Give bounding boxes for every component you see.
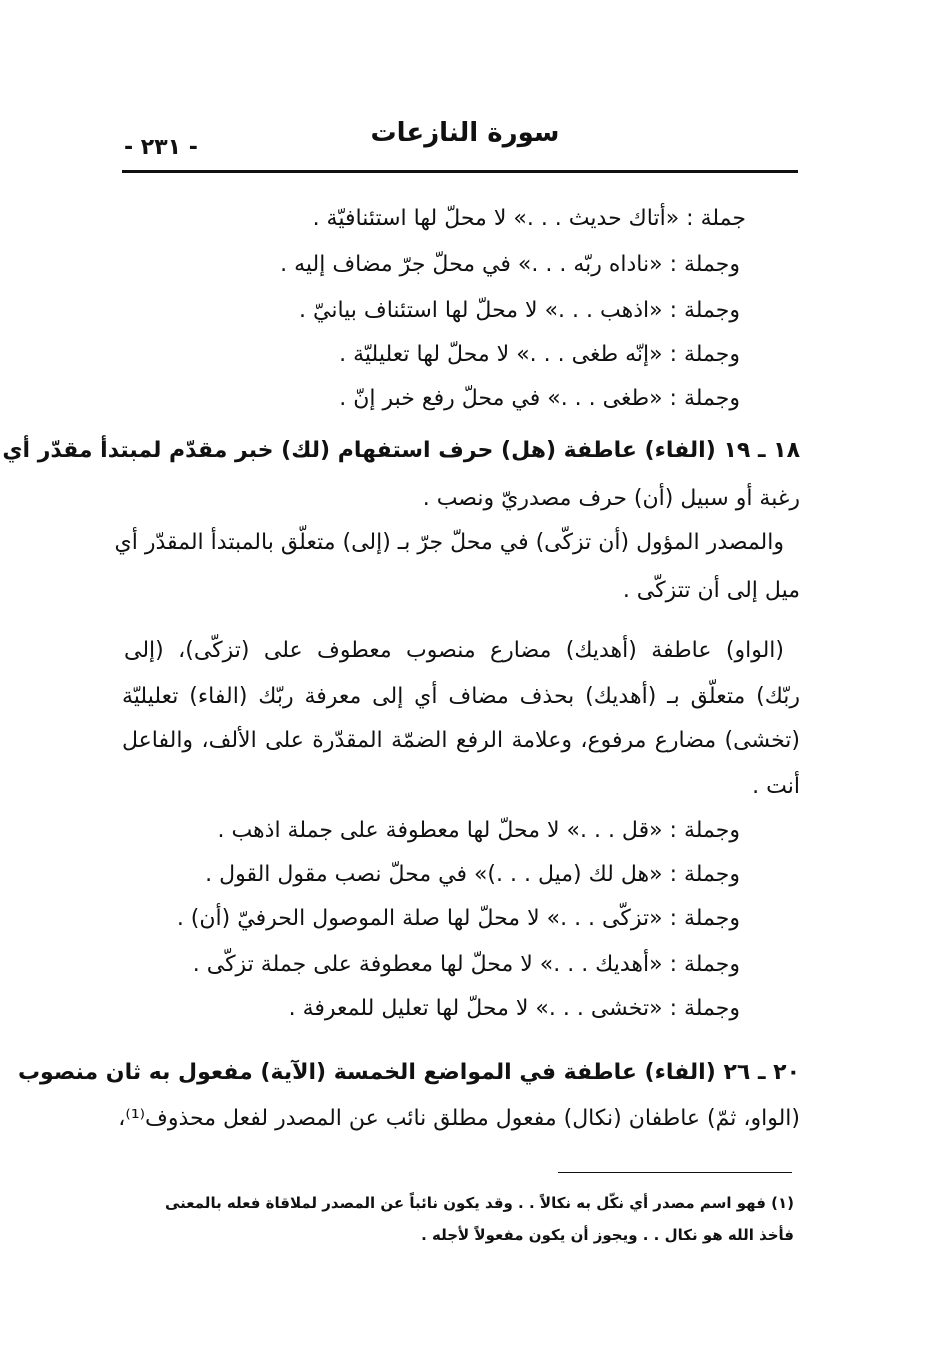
page-number: - ٢٣١ - [124,135,198,160]
text-line: وجملة : «أهديك . . .» لا محلّ لها معطوفة على جملة تزكّى . [192,952,740,977]
header-rule [122,170,798,173]
text-line: وجملة : «ناداه ربّه . . .» في محلّ جرّ مضاف إليه . [280,252,740,277]
text-line: وجملة : «طغى . . .» في محلّ رفع خبر إنّ . [339,386,740,411]
text-line: والمصدر المؤول (أن تزكّى) في محلّ جرّ بـ (إلى) متعلّق بالمبتدأ المقدّر أي [114,530,784,555]
text-line: وجملة : «اذهب . . .» لا محلّ لها استئناف بيانيّ . [299,298,740,323]
footnote-rule [558,1172,792,1173]
text-line: وجملة : «إنّه طغى . . .» لا محلّ لها تعليليّة . [339,342,740,367]
text-line: (الواو) عاطفة (أهديك) مضارع منصوب معطوف على (تزكّى)، (إلى [124,638,784,663]
text-line: جملة : «أتاك حديث . . .» لا محلّ لها استئنافيّة . [312,206,746,231]
text-line: (الواو، ثمّ) عاطفان (نكال) مفعول مطلق نائب عن المصدر لفعل محذوف⁽¹⁾، [118,1106,800,1131]
text-line: وجملة : «هل لك (ميل . . .)» في محلّ نصب مقول القول . [205,862,740,887]
text-line: (تخشى) مضارع مرفوع، وعلامة الرفع الضمّة المقدّرة على الألف، والفاعل [122,728,800,753]
footnote-line: (١) فهو اسم مصدر أي نكّل به نكالاً . . وقد يكون نائباً عن المصدر لملاقاة فعله بالمعنى [164,1194,794,1212]
page-title: سورة النازعات [370,118,560,148]
footnote-line: فأخذ الله هو نكال . . ويجوز أن يكون مفعولاً لأجله . [421,1226,794,1244]
text-line: ميل إلى أن تتزكّى . [622,578,800,603]
text-line: أنت . [752,774,800,799]
text-line: ١٨ ـ ١٩ (الفاء) عاطفة (هل) حرف استفهام (لك) خبر مقدّم لمبتدأ مقدّر أي [2,438,800,463]
text-line: وجملة : «تخشى . . .» لا محلّ لها تعليل للمعرفة . [288,996,740,1021]
text-line: ربّك) متعلّق بـ (أهديك) بحذف مضاف أي إلى معرفة ربّك (الفاء) تعليليّة [122,684,800,709]
text-line: وجملة : «تزكّى . . .» لا محلّ لها صلة الموصول الحرفيّ (أن) . [176,906,740,931]
text-line: وجملة : «قل . . .» لا محلّ لها معطوفة على جملة اذهب . [217,818,740,843]
text-line: ٢٠ ـ ٢٦ (الفاء) عاطفة في المواضع الخمسة (الآية) مفعول به ثان منصوب [17,1060,800,1085]
text-line: رغبة أو سبيل (أن) حرف مصدريّ ونصب . [422,486,800,511]
